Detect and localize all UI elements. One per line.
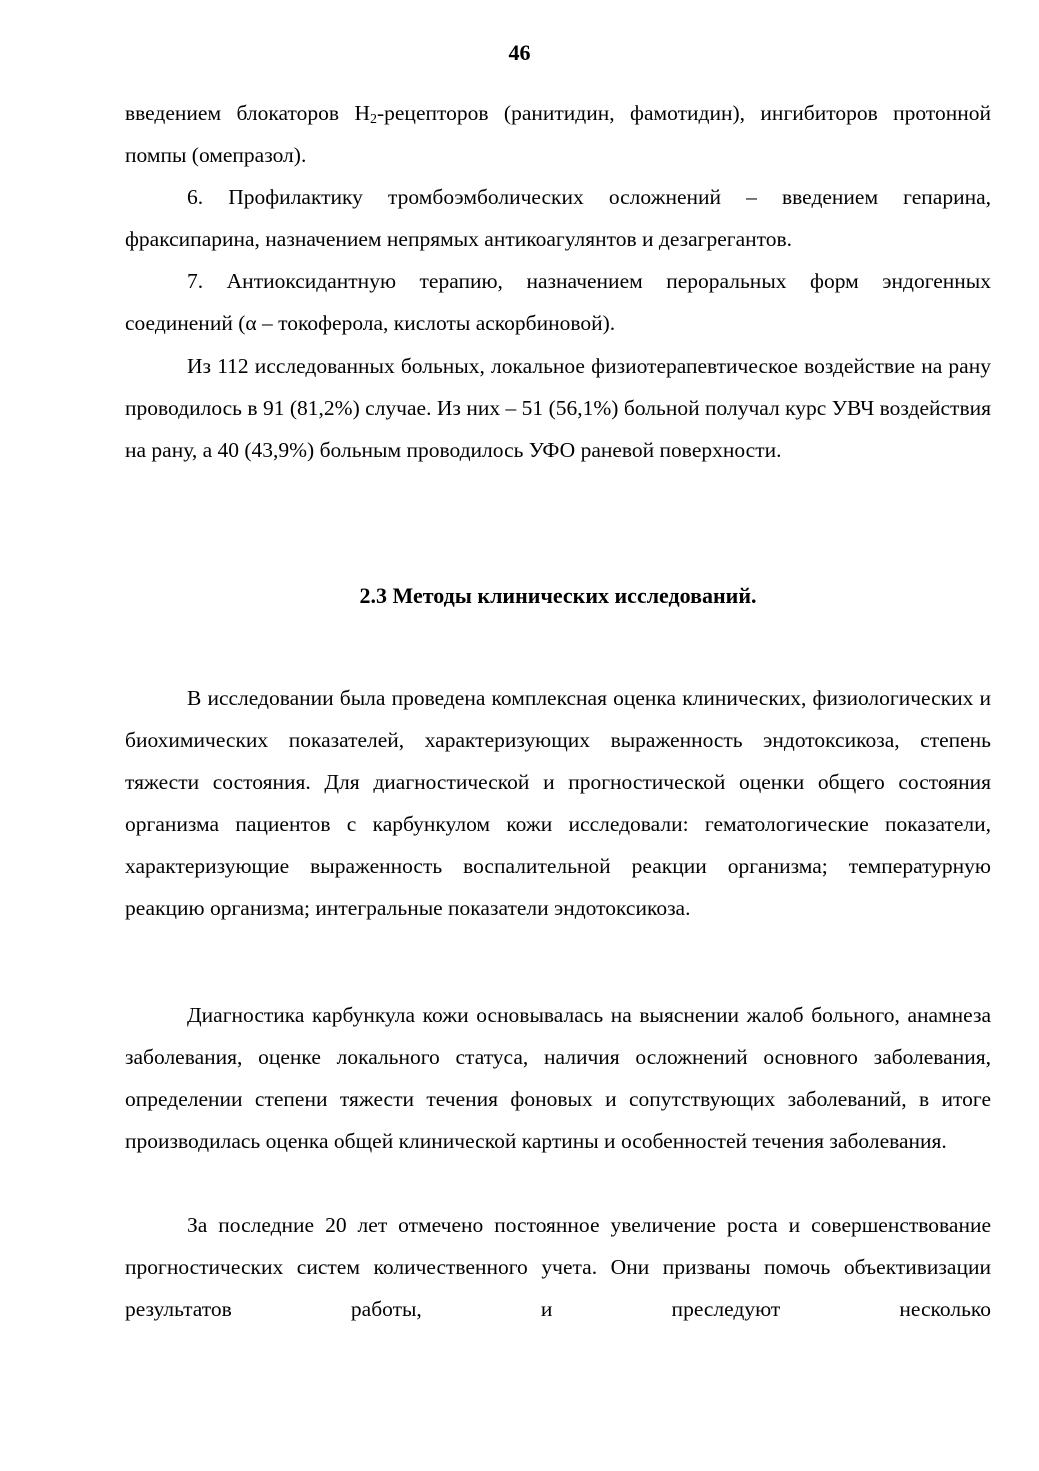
page-number: 46 [508, 40, 531, 65]
paragraph-prognostic-systems: За последние 20 лет отмечено постоянное увеличение роста и совершенствование прогностических систем количественного учета. Они призваны помочь объективизации результатов работы, и преследуют несколько [125, 1213, 991, 1321]
paragraph-h2-blockers [125, 92, 991, 176]
subscript-2: 2 [369, 112, 377, 127]
paragraph-clinical-assessment: В исследовании была проведена комплексная оценка клинических, физиологических и биохимических показателей, характеризующих выраженность эндотоксикоза, степень тяжести состояния. Для диагностической и прогностической оценки общего состояния организма пациентов с карбункулом кожи исследовали: гематологические показатели, характеризующие выраженность воспалительной реакции организма; температурную реакцию организма; интегральные показатели эндотоксикоза. [125, 686, 991, 920]
paragraph-h2-text-start: введением блокаторов Н [125, 101, 370, 125]
paragraph-carbuncle-diagnostics: Диагностика карбункула кожи основывалась на выяснении жалоб больного, анамнеза заболевания, оценке локального статуса, наличия осложнений основного заболевания, определении степени тяжести течения фоновых и сопутствующих заболеваний, в итоге производилась оценка общей клинической картины и особенностей течения заболевания. [125, 1003, 991, 1153]
paragraph-h2-text-end: -рецепторов (ранитидин, фамотидин), ингибиторов протонной помпы (омепразол). [125, 101, 992, 167]
section-heading: 2.3 Методы клинических исследований. [359, 583, 757, 608]
paragraph-physiotherapy-stats: Из 112 исследованных больных, локальное физиотерапевтическое воздействие на рану проводилось в 91 (81,2%) случае. Из них – 51 (56,1%) больной получал курс УВЧ воздействия на рану, а 40 (43,9%) больным проводилось УФО раневой поверхности. [125, 354, 991, 462]
paragraph-thromboembolic-prophylaxis: 6. Профилактику тромбоэмболических осложнений – введением гепарина, фраксипарина, назначением непрямых антикоагулянтов и дезагрегантов. [125, 185, 991, 251]
paragraph-antioxidant-therapy: 7. Антиоксидантную терапию, назначением пероральных форм эндогенных соединений (α – токоферола, кислоты аскорбиновой). [125, 269, 991, 335]
